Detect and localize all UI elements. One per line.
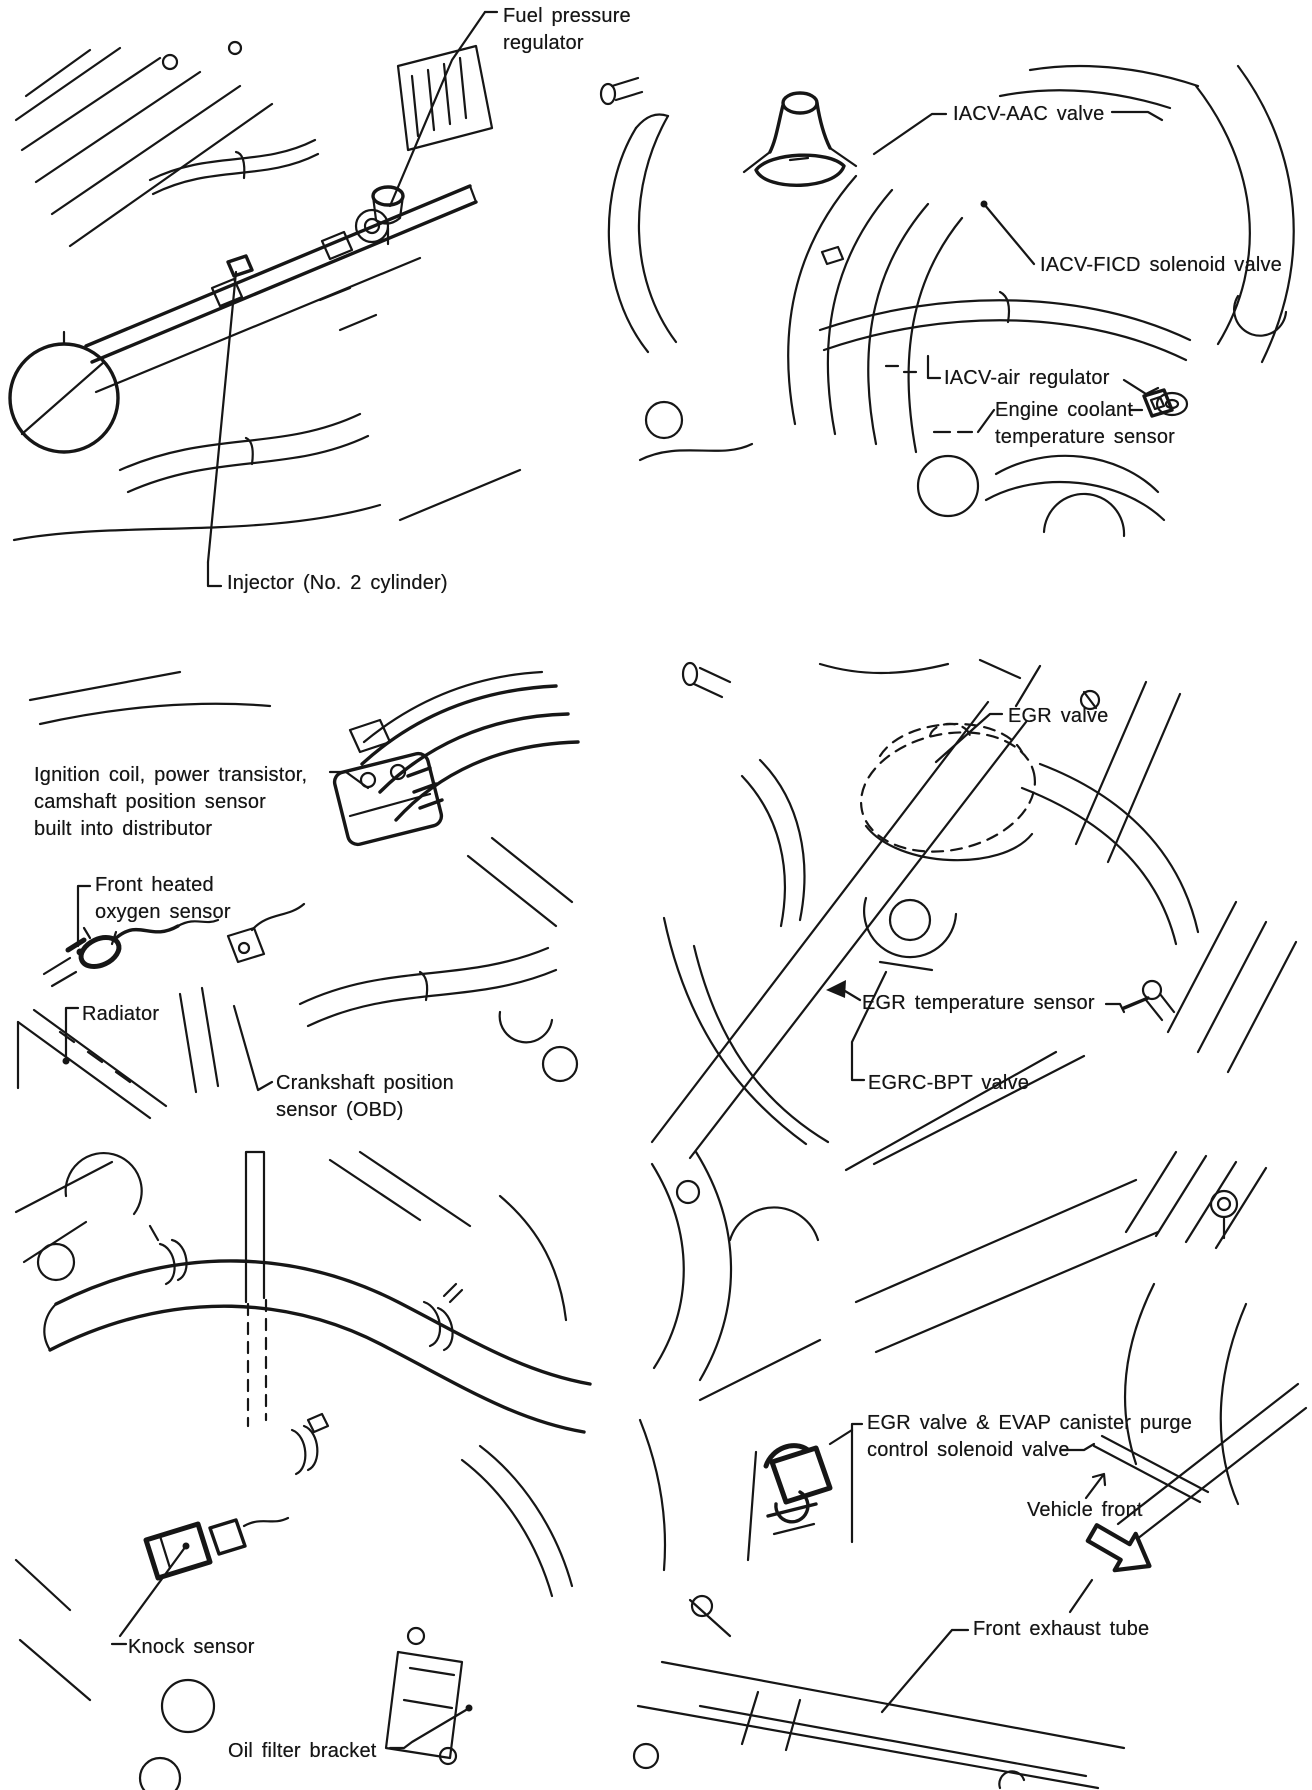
panel-art-bottom-right [634, 1152, 1306, 1788]
label-crankshaft-position-sensor-obd [276, 1070, 454, 1124]
label-iacv-air-regulator [944, 365, 1110, 392]
label-radiator [82, 1001, 159, 1028]
label-line: Engine coolant [995, 399, 1134, 421]
label-line: EGR temperature sensor [862, 992, 1095, 1014]
label-front-exhaust-tube [973, 1616, 1149, 1643]
label-line: Crankshaft position [276, 1072, 455, 1094]
leader-lines-top-left [208, 12, 497, 586]
leader-lines-middle-right [826, 714, 1124, 1080]
label-injector-no-2-cylinder [227, 570, 448, 597]
label-front-heated-oxygen-sensor [95, 872, 231, 926]
label-line: IACV-air regulator [944, 367, 1110, 389]
label-egrc-bpt-valve [868, 1070, 1029, 1097]
label-vehicle-front [1027, 1497, 1143, 1524]
label-engine-coolant-temperature-sensor [995, 397, 1175, 451]
label-oil-filter-bracket [228, 1738, 377, 1765]
panel-art-top-right [601, 66, 1294, 536]
panel-art-top-left [10, 42, 520, 540]
label-egr-valve [1008, 703, 1108, 730]
label-line: IACV-AAC valve [953, 103, 1105, 125]
label-knock-sensor [128, 1634, 255, 1661]
label-line: oxygen sensor [95, 901, 231, 923]
label-line: Vehicle front [1027, 1499, 1143, 1521]
label-line: regulator [503, 32, 584, 54]
label-line: Knock sensor [128, 1636, 255, 1658]
label-line: Oil filter bracket [228, 1740, 377, 1762]
label-line: EGRC-BPT valve [868, 1072, 1030, 1094]
panel-art-bottom-left [16, 1152, 590, 1790]
label-line: Front exhaust tube [973, 1618, 1150, 1640]
label-line: control solenoid valve [867, 1439, 1070, 1461]
label-line: Front heated [95, 874, 214, 896]
label-iacv-aac-valve [953, 101, 1104, 128]
label-line: temperature sensor [995, 426, 1176, 448]
label-line: Fuel pressure [503, 5, 631, 27]
label-line: Injector (No. 2 cylinder) [227, 572, 448, 594]
label-line: IACV-FICD solenoid valve [1040, 254, 1283, 276]
label-line: Ignition coil, power transistor, [34, 764, 308, 786]
label-fuel-pressure-regulator [503, 3, 631, 57]
leader-lines-bottom-right [852, 1424, 1094, 1712]
label-line: sensor (OBD) [276, 1099, 404, 1121]
label-egr-evap-canister-purge-solenoid [867, 1410, 1192, 1464]
label-egr-temperature-sensor [862, 990, 1095, 1017]
label-line: built into distributor [34, 818, 213, 840]
label-line: EGR valve & EVAP canister purge [867, 1412, 1193, 1434]
label-line: camshaft position sensor [34, 791, 267, 813]
label-iacv-ficd-solenoid-valve [1040, 252, 1282, 279]
label-line: Radiator [82, 1003, 160, 1025]
label-line: EGR valve [1008, 705, 1109, 727]
label-distributor-assembly [34, 762, 307, 843]
